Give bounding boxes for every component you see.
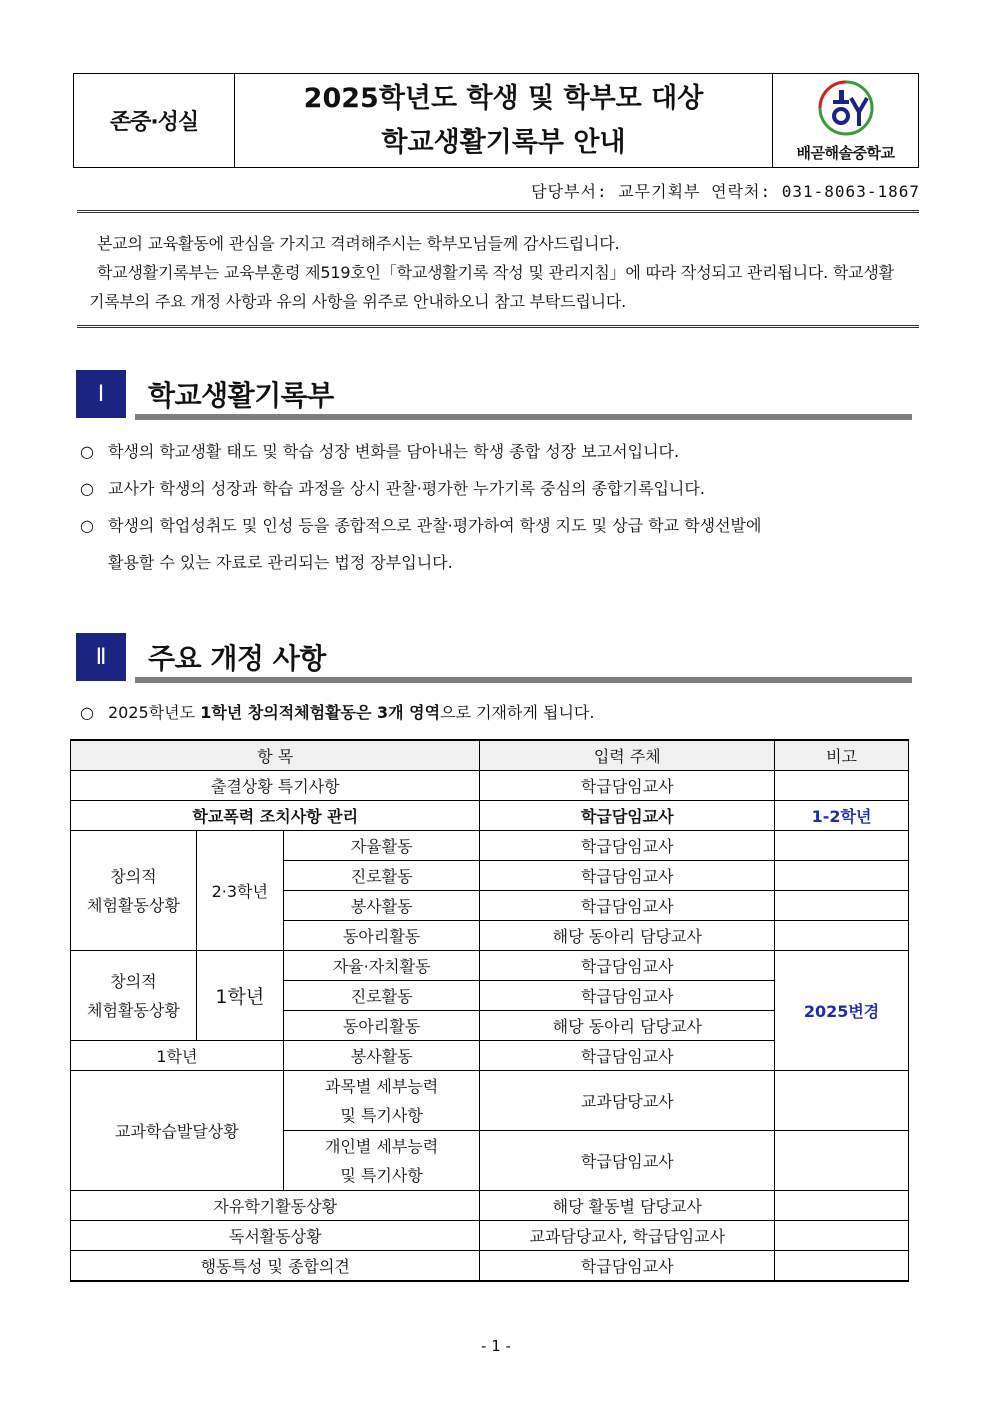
cell-input: 학급담임교사: [480, 981, 775, 1011]
subject-line-1: 개인별 세부능력: [324, 1136, 439, 1156]
table-row: [71, 801, 909, 831]
cell-input: 학급담임교사: [480, 1251, 775, 1282]
table-row: [71, 951, 909, 981]
cell-activity: [283, 1131, 480, 1191]
cell-creative-label: [71, 831, 197, 951]
section-1-bullets: [80, 433, 922, 581]
cell-input: 학급담임교사: [480, 1131, 775, 1191]
intro-line-2: 학교생활기록부는 교육부훈령 제519호인「학교생활기록 작성 및 관리지침」에 따라 작성되고 관리됩니다. 학교생활기록부의 주요 개정 사항과 유의 사항을 위주로 안내하오니 참고 부탁드립니다.: [89, 263, 894, 311]
page-number: - 1 -: [481, 1337, 511, 1355]
bullet-text-emphasis: 1학년 창의적체험활동은 3개 영역: [200, 703, 441, 722]
table-row: [71, 771, 909, 801]
header-box: [73, 73, 919, 168]
bullet-text-c: 으로 기재하게 됩니다.: [440, 703, 595, 722]
creative-label-line-2: 체험활동상황: [87, 895, 180, 915]
cell-input: 학급담임교사: [480, 831, 775, 861]
header-input: 입력 주체: [480, 740, 775, 771]
cell-note: [775, 1191, 909, 1221]
cell-input: 해당 동아리 담당교사: [480, 921, 775, 951]
cell-activity: 자율·자치활동: [283, 951, 480, 981]
cell-note: [775, 831, 909, 861]
section-2-bullets: [80, 694, 922, 731]
school-logo-icon: [811, 78, 881, 140]
cell-item: 행동특성 및 종합의견: [71, 1251, 480, 1282]
section-2-number: Ⅱ: [76, 633, 126, 681]
cell-item: 출결상황 특기사항: [71, 771, 480, 801]
header-note: 비고: [775, 740, 909, 771]
bullet-continuation: 활용할 수 있는 자료로 관리되는 법정 장부입니다.: [108, 553, 453, 572]
cell-input: 학급담임교사: [480, 861, 775, 891]
cell-creative-label: [71, 951, 197, 1041]
subject-line-2: 및 특기사항: [340, 1105, 423, 1125]
cell-input: 학급담임교사: [480, 1041, 775, 1071]
cell-input: 학급담임교사: [480, 801, 775, 831]
bullet-symbol: ○: [80, 442, 94, 461]
section-1-title: 학교생활기록부: [148, 379, 334, 412]
list-item: [80, 433, 922, 470]
creative-label-line-1: 창의적: [110, 866, 157, 886]
title-line-2: 학교생활기록부 안내: [381, 126, 626, 158]
bullet-text: 학생의 학교생활 태도 및 학습 성장 변화를 담아내는 학생 종합 성장 보고서입니다.: [108, 442, 680, 461]
cell-activity: 진로활동: [283, 861, 480, 891]
section-1-number: Ⅰ: [76, 370, 126, 418]
bullet-text: 학생의 학업성취도 및 인성 등을 종합적으로 관찰·평가하여 학생 지도 및 상급 학교 학생선발에: [108, 516, 762, 535]
header-item: 항 목: [71, 740, 480, 771]
cell-input: 학급담임교사: [480, 951, 775, 981]
cell-note: [775, 1071, 909, 1131]
record-items-table: [70, 739, 909, 1282]
cell-activity: [283, 1071, 480, 1131]
cell-note: [775, 921, 909, 951]
cell-change-note: 2025변경: [775, 951, 909, 1071]
list-item: [80, 507, 922, 544]
cell-note: [775, 1251, 909, 1282]
list-item: [80, 694, 922, 731]
bullet-text: 교사가 학생의 성장과 학습 과정을 상시 관찰·평가한 누가기록 중심의 종합기록입니다.: [108, 479, 705, 498]
subject-line-2: 및 특기사항: [340, 1165, 423, 1185]
cell-activity: 봉사활동: [283, 1041, 480, 1071]
bullet-symbol: ○: [80, 516, 94, 535]
section-1-underline: [135, 414, 912, 420]
title-line-1: 2025학년도 학생 및 학부모 대상: [303, 82, 704, 114]
school-name: 배곧해솔중학교: [796, 144, 895, 162]
cell-activity: 동아리활동: [283, 1011, 480, 1041]
cell-note: [775, 891, 909, 921]
section-2-underline: [135, 677, 912, 683]
intro-box: [77, 210, 919, 328]
creative-label-line-2: 체험활동상황: [87, 1000, 180, 1020]
bullet-text: [108, 694, 922, 731]
section-1-heading: [76, 370, 912, 420]
cell-activity: 진로활동: [283, 981, 480, 1011]
logo-cell: [773, 74, 918, 167]
cell-grade: 1학년: [71, 1041, 284, 1071]
school-motto: 존중·성실: [74, 74, 235, 167]
section-2-title: 주요 개정 사항: [148, 642, 326, 675]
subject-line-1: 과목별 세부능력: [324, 1076, 439, 1096]
cell-subject-label: 교과학습발달상황: [71, 1071, 284, 1191]
cell-note: [775, 861, 909, 891]
table-row: [71, 1221, 909, 1251]
bullet-symbol: ○: [80, 703, 94, 722]
cell-grade: 1학년: [196, 951, 283, 1041]
table-row: [71, 1191, 909, 1221]
cell-input: 해당 활동별 담당교사: [480, 1191, 775, 1221]
table-row: [71, 1071, 909, 1131]
cell-input: 학급담임교사: [480, 771, 775, 801]
cell-note: 1-2학년: [775, 801, 909, 831]
table-row: [71, 1251, 909, 1282]
cell-note: [775, 771, 909, 801]
creative-label-line-1: 창의적: [110, 971, 157, 991]
bullet-symbol: ○: [80, 479, 94, 498]
contact-info: 담당부서: 교무기획부 연락처: 031-8063-1867: [531, 182, 920, 201]
cell-grade: 2·3학년: [196, 831, 283, 951]
table-row: [71, 831, 909, 861]
cell-input: 해당 동아리 담당교사: [480, 1011, 775, 1041]
table-header-row: [71, 740, 909, 771]
cell-activity: 봉사활동: [283, 891, 480, 921]
list-item: [80, 470, 922, 507]
cell-note: [775, 1131, 909, 1191]
cell-input: 교과담당교사, 학급담임교사: [480, 1221, 775, 1251]
cell-item: 학교폭력 조치사항 관리: [71, 801, 480, 831]
cell-item: 독서활동상황: [71, 1221, 480, 1251]
cell-input: 학급담임교사: [480, 891, 775, 921]
cell-activity: 자율활동: [283, 831, 480, 861]
section-2-heading: [76, 633, 912, 683]
cell-item: 자유학기활동상황: [71, 1191, 480, 1221]
cell-input: 교과담당교사: [480, 1071, 775, 1131]
bullet-text-a: 2025학년도: [108, 703, 201, 722]
cell-activity: 동아리활동: [283, 921, 480, 951]
document-title: [235, 74, 773, 167]
intro-line-1: 본교의 교육활동에 관심을 가지고 격려해주시는 학부모님들께 감사드립니다.: [97, 234, 620, 253]
cell-note: [775, 1221, 909, 1251]
